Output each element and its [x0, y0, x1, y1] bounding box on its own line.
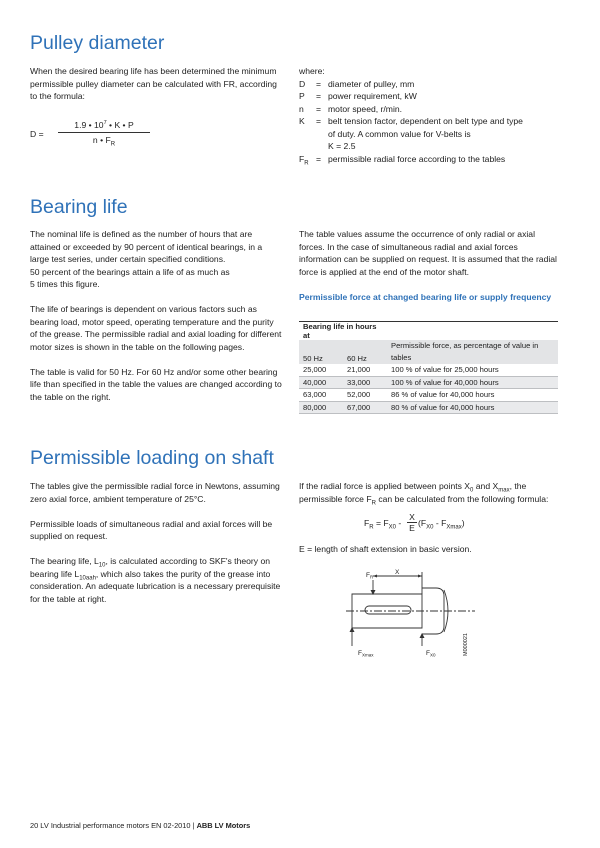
x-arrow-left: [373, 575, 377, 578]
formula-numerator: 1.9 • $10^7$ • K • P: [74, 120, 134, 130]
shaft-paragraph: Permissible loads of simultaneous radial and axial forces will be supplied on request.: [30, 518, 273, 541]
pulley-intro-text: When the desired bearing life has been determined the minimum permissible pulley diameter can be calculated with FR, according to the formula:: [30, 66, 277, 101]
bearing-right-column: [299, 228, 559, 278]
svg-text:FXmax: $F_{Xmax}$: [358, 650, 374, 658]
where-item: P = power requirement, kW: [299, 91, 417, 101]
bearing-paragraph: The table values assume the occurrence of only radial or axial forces. In the case of simultaneous radial and axial forces information can be supplied on request. It is assumed that the radial force is applied at the end of the motor shaft.: [299, 229, 557, 277]
bearing-paragraph: The nominal life is defined as the number of hours that are attained or exceeded by 90 percent of identical bearings, in a large test series, under certain specified conditions. 50 percent of the bearings attain a life of as much as 5 times this figure.: [30, 229, 263, 289]
diagram-code: M000021: [463, 633, 469, 656]
table-col-header: Permissible force, as percentage of value in tables: [391, 341, 539, 362]
table-row: 25,000 21,000 100 % of value for 25,000 hours: [299, 364, 558, 376]
table-group-header: Bearing life in hours at: [303, 322, 377, 340]
bearing-title: Bearing life: [30, 196, 128, 218]
bearing-left-column: [30, 228, 283, 403]
table-row: 80,000 67,000 80 % of value for 40,000 hours: [299, 401, 558, 413]
pulley-formula: [30, 120, 160, 150]
where-item: D = diameter of pulley, mm: [299, 78, 415, 89]
pulley-intro: [30, 65, 285, 103]
footer-separator: |: [192, 821, 195, 830]
footer-brand: ABB LV Motors: [196, 821, 251, 830]
x-arrow-right: [418, 575, 422, 578]
where-item: K = belt tension factor, dependent on belt type and type of duty. A common value for V-belts is: [299, 116, 523, 139]
shaft-right-column: [299, 480, 559, 505]
shaft-diagram: [340, 566, 480, 666]
table-row: 40,000 33,000 100 % of value for 40,000 hours: [299, 376, 558, 388]
pulley-title: Pulley diameter: [30, 32, 165, 54]
bearing-paragraph: The table is valid for 50 Hz. For 60 Hz and/or some other bearing life than specified in the table the values are changed according to the table on the right.: [30, 366, 282, 402]
where-label: where:: [299, 66, 325, 76]
bearing-paragraph: The life of bearings is dependent on various factors such as bearing load, motor speed, operating temperature and the purity of the grease. The permissible radial and axial loading for different motor sizes is shown in the table on the following pages.: [30, 304, 282, 352]
bearing-table-title: Permissible force at changed bearing life or supply frequency: [299, 292, 552, 302]
shaft-paragraph: The bearing life, $L_{10}$, is calculated according to SKF's theory on bearing life $L_{10aah}$, which also takes the purity of the grease into consideration. An adequate lubrication is a necessary prerequisite for the table at right.: [30, 556, 281, 604]
svg-text:FR: $F_R$: [366, 572, 374, 580]
fx0-label: F: [426, 650, 430, 657]
where-item: n = motor speed, r/min.: [299, 103, 403, 114]
page-footer: [30, 821, 250, 830]
shaft-title: Permissible loading on shaft: [30, 447, 274, 469]
x-label: X: [395, 569, 400, 576]
formula-lhs: D =: [30, 129, 44, 139]
table-header-row: [299, 340, 558, 364]
formula-fraction-line: [58, 132, 150, 133]
table-col-header: 50 Hz: [303, 354, 323, 363]
table-row: 63,000 52,000 86 % of value for 40,000 hours: [299, 389, 558, 401]
table-group-header-row: [299, 322, 558, 341]
formula-denominator: n • $F_R$: [92, 135, 116, 148]
bearing-life-table: [299, 321, 558, 414]
svg-text:FX0: $F_{X0}$: [426, 650, 436, 658]
fxmax-label: F: [358, 650, 362, 657]
pulley-where: [299, 65, 559, 165]
where-item: K = 2.5: [328, 141, 356, 151]
fr-label: F: [366, 572, 370, 579]
page-number: 20: [30, 821, 39, 830]
shaft-keyway: [365, 606, 411, 614]
shaft-left-column: [30, 480, 285, 605]
where-item: $F_R$ = permissible radial force according to the tables: [299, 153, 506, 167]
table-col-header: 60 Hz: [347, 354, 367, 363]
shaft-extension-definition: E = length of shaft extension in basic version.: [299, 544, 472, 554]
shaft-formula: $F_R = F_{X0}$ - X E $(F_{X0} - F_{Xmax})$: [364, 512, 465, 533]
shaft-paragraph: The tables give the permissible radial force in Newtons, assuming zero axial force, ambient temperature of 25°C.: [30, 481, 280, 504]
footer-text: LV Industrial performance motors EN 02-2010: [40, 821, 191, 830]
shaft-paragraph: If the radial force is applied between points $X_0$ and $X_{max}$, the permissible force $F_R$ can be calculated from the following formula:: [299, 481, 549, 507]
